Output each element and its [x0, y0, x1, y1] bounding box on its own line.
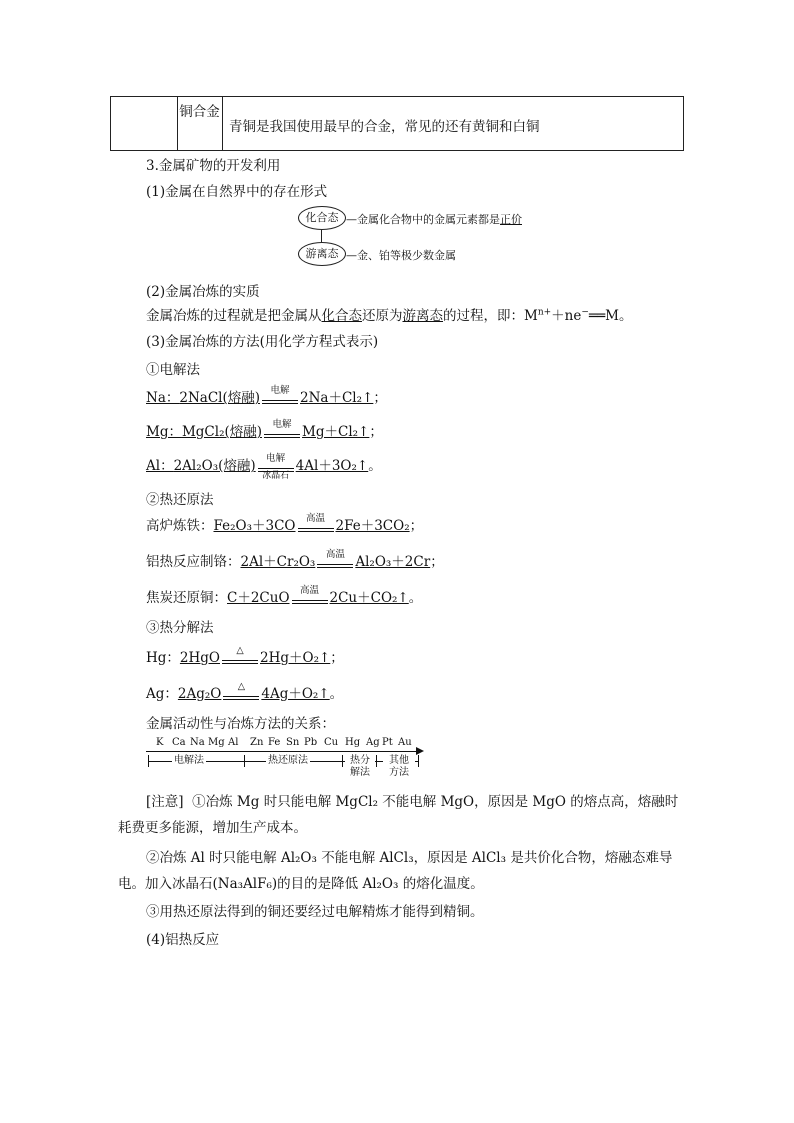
- metal-label: Hg: [345, 737, 361, 748]
- metal-label: Pb: [304, 737, 318, 748]
- metal-label: Fe: [268, 737, 281, 748]
- compound-state-desc: —金属化合物中的金属元素都是正价: [346, 213, 522, 226]
- reaction-arrow: 高温: [292, 588, 328, 610]
- compound-state-oval: 化合态: [298, 206, 346, 230]
- reaction-arrow: 高温: [298, 516, 334, 538]
- scale-axis: [146, 751, 418, 752]
- eq-chromium: 铝热反应制铬：2Al＋Cr₂O₃ 高温 Al₂O₃＋2Cr；: [146, 550, 444, 574]
- reaction-arrow: △: [222, 648, 258, 670]
- eq-na: Na：2NaCl(熔融) 电解 2Na＋Cl₂↑；: [146, 386, 387, 410]
- reaction-arrow: 电解: [262, 388, 298, 410]
- metal-label: Pt: [382, 737, 393, 748]
- free-state-oval: 游离态: [298, 242, 346, 266]
- table-row-text: 青铜是我国使用最早的合金，常见的还有黄铜和白铜: [229, 119, 540, 135]
- thermal-reduction-title: ②热还原法: [146, 492, 214, 508]
- note-1-line2: 耗费更多能源，增加生产成本。: [118, 820, 307, 836]
- scale-tick: [418, 755, 419, 767]
- sub3-title: (3)金属冶炼的方法(用化学方程式表示): [146, 334, 379, 350]
- metal-label: Zn: [250, 737, 264, 748]
- metal-label: Ag: [366, 737, 380, 748]
- method-label: 热还原法: [268, 755, 308, 766]
- method-label: 电解法: [174, 755, 204, 766]
- note-2-line1: ②冶炼 Al 时只能电解 Al₂O₃ 不能电解 AlCl₃，原因是 AlCl₃ 是共价化合物，熔融态难导: [146, 850, 673, 866]
- eq-mercury: Hg：2HgO △ 2Hg＋O₂↑；: [146, 646, 344, 670]
- free-state-desc: —金、铂等极少数金属: [346, 249, 456, 262]
- sub4-title: (4)铝热反应: [146, 932, 220, 948]
- table-empty-cell: [111, 97, 178, 150]
- eq-al: Al：2Al₂O₃(熔融) 电解 冰晶石 4Al＋3O₂↑。: [146, 452, 382, 481]
- eq-copper: 焦炭还原铜：C＋2CuO 高温 2Cu＋CO₂↑。: [146, 586, 422, 610]
- reaction-arrow: 电解 冰晶石: [258, 456, 294, 478]
- reaction-arrow: 高温: [317, 552, 353, 574]
- method-label: 热分解法: [345, 755, 375, 779]
- diagram-connector: [321, 230, 322, 242]
- note-1-line1: [注意] ①冶炼 Mg 时只能电解 MgCl₂ 不能电解 MgO，原因是 MgO 的熔点高，熔融时: [146, 794, 679, 810]
- electrolysis-title: ①电解法: [146, 362, 200, 378]
- section3-title: 3.金属矿物的开发利用: [146, 158, 281, 174]
- smelting-essence: 金属冶炼的过程就是把金属从化合态还原为游离态的过程，即：$M^{n+}+ne^-══M$。: [146, 307, 633, 324]
- metal-label: K: [156, 737, 164, 748]
- reaction-arrow: △: [223, 684, 259, 706]
- metal-label: Cu: [324, 737, 339, 748]
- thermal-decomp-title: ③热分解法: [146, 620, 214, 636]
- metal-label: Au: [398, 737, 412, 748]
- note-2-line2: 电。加入冰晶石(Na₃AlF₆)的目的是降低 Al₂O₃ 的熔化温度。: [118, 876, 484, 892]
- reaction-arrow: 电解: [264, 422, 300, 444]
- table-row-label: 铜合金: [177, 97, 223, 150]
- eq-silver: Ag：2Ag₂O △ 4Ag＋O₂↑。: [146, 682, 343, 706]
- note-3: ③用热还原法得到的铜还要经过电解精炼才能得到精铜。: [146, 904, 484, 920]
- method-label: 其他方法: [383, 755, 415, 779]
- metal-label: Al: [228, 737, 239, 748]
- eq-iron: 高炉炼铁：Fe₂O₃＋3CO 高温 2Fe＋3CO₂；: [146, 514, 423, 538]
- metal-label: Ca: [172, 737, 186, 748]
- metal-label: Mg: [208, 737, 225, 748]
- scale-arrowhead: [416, 747, 424, 755]
- activity-title: 金属活动性与冶炼方法的关系：: [146, 716, 335, 732]
- metal-alloy-table: [110, 96, 684, 151]
- sub2-title: (2)金属冶炼的实质: [146, 284, 260, 300]
- activity-scale: [146, 737, 428, 783]
- metal-label: Sn: [286, 737, 300, 748]
- sub1-title: (1)金属在自然界中的存在形式: [146, 184, 328, 200]
- metal-label: Na: [190, 737, 205, 748]
- eq-mg: Mg：MgCl₂(熔融) 电解 Mg＋Cl₂↑；: [146, 420, 383, 444]
